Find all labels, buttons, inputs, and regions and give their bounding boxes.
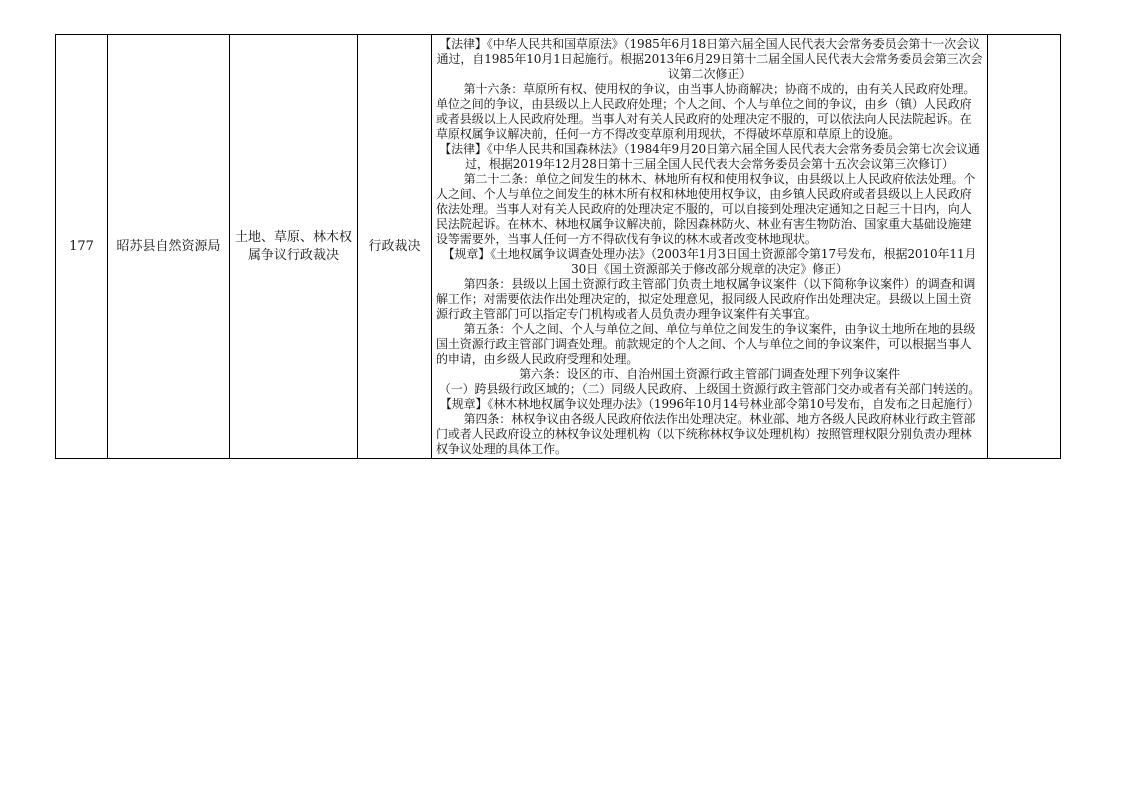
law-basis-table [55, 34, 1061, 459]
legal-basis-text [432, 35, 987, 458]
regulation-heading-land-dispute: 【规章】《土地权属争议调查处理办法》（2003年1月3日国土资源部令第17号发布，根据2010年11月30日《国土资源部关于修改部分规章的决定》修正） [442, 247, 977, 276]
item-type-cell [358, 35, 432, 459]
law-heading-forest: 【法律】《中华人民共和国森林法》（1984年9月20日第六届全国人民代表大会常务委员会第七次会议通过，根据2019年12月28日第十三届全国人民代表大会常务委员会第十五次会议第三次修订） [439, 142, 980, 171]
department-cell [108, 35, 230, 459]
seq-cell [56, 35, 108, 459]
clause-land-6: 第六条：设区的市、自治州国土资源行政主管部门调查处理下列争议案件 [519, 367, 900, 381]
department-name: 昭苏县自然资源局 [116, 239, 221, 254]
clause-land-5: 第五条：个人之间、个人与单位之间、单位与单位之间发生的争议案件，由争议土地所在地的县级国土资源行政主管部门调查处理。前款规定的个人之间、个人与单位之间的争议案件，可以根据当事人的申请，由乡级人民政府受理和处理。 [436, 322, 976, 366]
clause-land-4: 第四条：县级以上国土资源行政主管部门负责土地权属争议案件（以下简称争议案件）的调查和调解工作；对需要依法作出处理决定的，拟定处理意见，报同级人民政府作出处理决定。县级以上国土资源行政主管部门可以指定专门机构或者人员负责办理争议案件有关事宜。 [436, 277, 976, 321]
clause-grassland-16: 第十六条：草原所有权、使用权的争议，由当事人协商解决；协商不成的，由有关人民政府处理。单位之间的争议，由县级以上人民政府处理；个人之间、个人与单位之间的争议，由乡（镇）人民政府或者县级以上人民政府处理。当事人对有关人民政府的处理决定不服的，可以依法向人民法院起诉。在草原权属争议解决前，任何一方不得改变草原利用现状，不得破坏草原和草原上的设施。 [436, 82, 976, 141]
item-type: 行政裁决 [368, 239, 421, 254]
table-row [56, 35, 1061, 459]
extra-cell [988, 35, 1061, 459]
clause-land-6-items: （一）跨县级行政区域的；（二）同级人民政府、上级国土资源行政主管部门交办或者有关部门转送的。 [438, 382, 981, 396]
seq-number: 177 [69, 239, 94, 254]
item-name: 土地、草原、林木权属争议行政裁决 [234, 229, 352, 263]
legal-basis-cell [432, 35, 988, 459]
regulation-heading-forest-dispute: 【规章】《林木林地权属争议处理办法》（1996年10月14号林业部令第10号发布，自发布之日起施行） [439, 397, 980, 411]
clause-forest-22: 第二十二条：单位之间发生的林木、林地所有权和使用权争议，由县级以上人民政府依法处理。个人之间、个人与单位之间发生的林木所有权和林地使用权争议，由乡镇人民政府或者县级以上人民政府依法处理。当事人对有关人民政府的处理决定不服的，可以自接到处理决定通知之日起三十日内，向人民法院起诉。在林木、林地权属争议解决前，除因森林防火、林业有害生物防治、国家重大基础设施建设等需要外，当事人任何一方不得砍伐有争议的林木或者改变林地现状。 [436, 172, 976, 246]
law-heading-grassland: 【法律】《中华人民共和国草原法》（1985年6月18日第六届全国人民代表大会常务委员会第十一次会议通过，自1985年10月1日起施行。根据2013年6月29日第十二届全国人民代表大会常务委员会第三次会议第二次修正） [436, 37, 983, 81]
item-name-cell [230, 35, 358, 459]
clause-forest-dispute-4: 第四条：林权争议由各级人民政府依法作出处理决定。林业部、地方各级人民政府林业行政主管部门或者人民政府设立的林权争议处理机构（以下统称林权争议处理机构）按照管理权限分别负责办理林权争议处理的具体工作。 [436, 412, 976, 456]
